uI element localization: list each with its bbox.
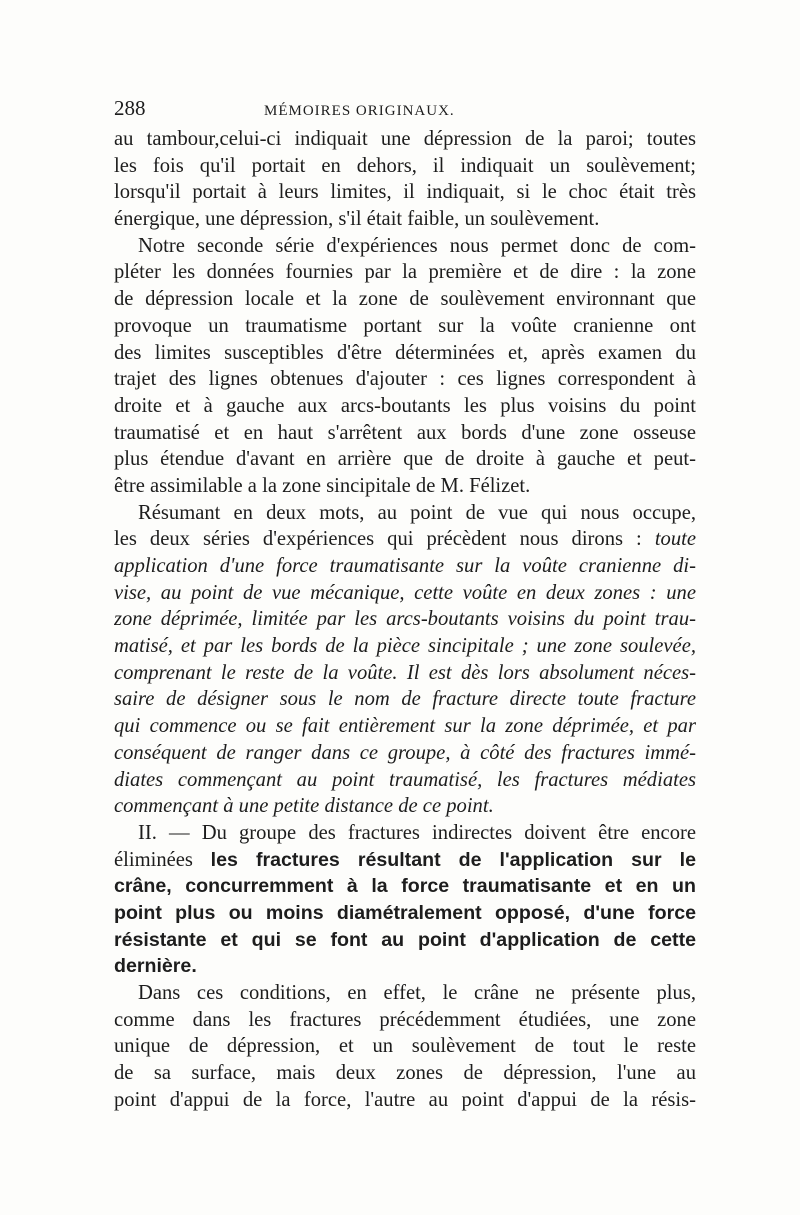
line-text: les fois qu'il portait en dehors, il indiquait un soulèvement;	[114, 154, 696, 177]
text-line	[114, 393, 696, 420]
line-text: les deux séries d'expériences qui précèdent nous dirons :	[114, 528, 642, 551]
text-line	[114, 847, 696, 874]
text-line	[114, 206, 696, 233]
line-text: qui commence ou se fait entièrement sur la zone déprimée, et par	[114, 715, 696, 738]
line-text: dernière.	[114, 955, 197, 978]
line-text: éliminées	[114, 848, 193, 871]
text-line	[114, 1033, 696, 1060]
text-line	[114, 873, 696, 900]
text-line	[114, 233, 696, 260]
line-text: II. — Du groupe des fractures indirectes doivent être encore	[138, 821, 696, 844]
text-line	[114, 980, 696, 1007]
page-header	[114, 96, 696, 126]
text-line	[114, 446, 696, 473]
text-line	[114, 420, 696, 447]
line-italic-tail: toute	[654, 528, 696, 551]
line-text: vise, au point de vue mécanique, cette voûte en deux zones : une	[114, 581, 696, 604]
text-line	[114, 820, 696, 847]
text-line	[114, 259, 696, 286]
line-text: zone déprimée, limitée par les arcs-boutants voisins du point trau-	[114, 608, 696, 631]
line-text: unique de dépression, et un soulèvement de tout le reste	[114, 1035, 696, 1058]
line-text: Notre seconde série d'expériences nous permet donc de com-	[138, 234, 696, 257]
line-text: conséquent de ranger dans ce groupe, à côté des fractures immé-	[114, 741, 696, 764]
text-line	[114, 713, 696, 740]
text-line	[114, 900, 696, 927]
text-line	[114, 927, 696, 954]
line-text: Dans ces conditions, en effet, le crâne ne présente plus,	[138, 982, 696, 1004]
text-line	[114, 179, 696, 206]
text-line	[114, 313, 696, 340]
line-text: comprenant le reste de la voûte. Il est dès lors absolument néces-	[114, 661, 696, 684]
text-line	[114, 767, 696, 794]
line-text: au tambour,celui-ci indiquait une dépression de la paroi; toutes	[114, 128, 696, 150]
line-text: comme dans les fractures précédemment étudiées, une zone	[114, 1008, 696, 1031]
line-text: point plus ou moins diamétralement opposé, d'une force	[114, 901, 696, 924]
text-line	[114, 633, 696, 660]
line-bold-tail: les fractures résultant de l'application sur le	[210, 848, 696, 871]
line-text: de dépression locale et la zone de soulèvement environnant que	[114, 288, 696, 311]
text-line	[114, 686, 696, 713]
line-text: commençant à une petite distance de ce point.	[114, 795, 494, 818]
line-text: provoque un traumatisme portant sur la voûte cranienne ont	[114, 314, 696, 337]
line-text: énergique, une dépression, s'il était faible, un soulèvement.	[114, 208, 600, 231]
text-line	[114, 153, 696, 180]
text-line	[114, 526, 696, 553]
line-text: des limites susceptibles d'être déterminées et, après examen du	[114, 341, 696, 364]
line-text: être assimilable a la zone sincipitale de M. Félizet.	[114, 474, 531, 497]
line-text: saire de désigner sous le nom de fracture directe toute fracture	[114, 688, 696, 711]
text-line	[114, 286, 696, 313]
text-line	[114, 1060, 696, 1087]
text-line	[114, 606, 696, 633]
line-text: diates commençant au point traumatisé, les fractures médiates	[114, 768, 696, 791]
body-text	[114, 126, 696, 1113]
text-line	[114, 366, 696, 393]
line-text: Résumant en deux mots, au point de vue qui nous occupe,	[138, 501, 696, 524]
book-page	[114, 96, 696, 1113]
line-text: traumatisé et en haut s'arrêtent aux bords d'une zone osseuse	[114, 421, 696, 444]
line-text: lorsqu'il portait à leurs limites, il indiquait, si le choc était très	[114, 181, 696, 204]
page-number: 288	[114, 96, 146, 120]
text-line	[114, 1007, 696, 1034]
line-text: trajet des lignes obtenues d'ajouter : ces lignes correspondent à	[114, 368, 696, 391]
line-text: résistante et qui se font au point d'application de cette	[114, 928, 696, 951]
text-line	[114, 793, 696, 820]
line-text: de sa surface, mais deux zones de dépression, l'une au	[114, 1062, 696, 1085]
running-title: MÉMOIRES ORIGINAUX.	[264, 103, 455, 119]
text-line	[114, 1087, 696, 1114]
line-text: pléter les données fournies par la première et de dire : la zone	[114, 261, 696, 284]
line-text: droite et à gauche aux arcs-boutants les plus voisins du point	[114, 394, 696, 417]
text-line	[114, 553, 696, 580]
text-line	[114, 953, 696, 980]
text-line	[114, 500, 696, 527]
text-line	[114, 740, 696, 767]
text-line	[114, 580, 696, 607]
text-line	[114, 340, 696, 367]
line-text: crâne, concurremment à la force traumatisante et en un	[114, 875, 696, 898]
line-text: matisé, et par les bords de la pièce sincipitale ; une zone soulevée,	[114, 635, 696, 658]
text-line	[114, 660, 696, 687]
line-text: point d'appui de la force, l'autre au point d'appui de la résis-	[114, 1088, 696, 1111]
line-text: plus étendue d'avant en arrière que de droite à gauche et peut-	[114, 448, 696, 471]
line-text: application d'une force traumatisante sur la voûte cranienne di-	[114, 555, 696, 577]
text-line	[114, 473, 696, 500]
text-line	[114, 126, 696, 153]
